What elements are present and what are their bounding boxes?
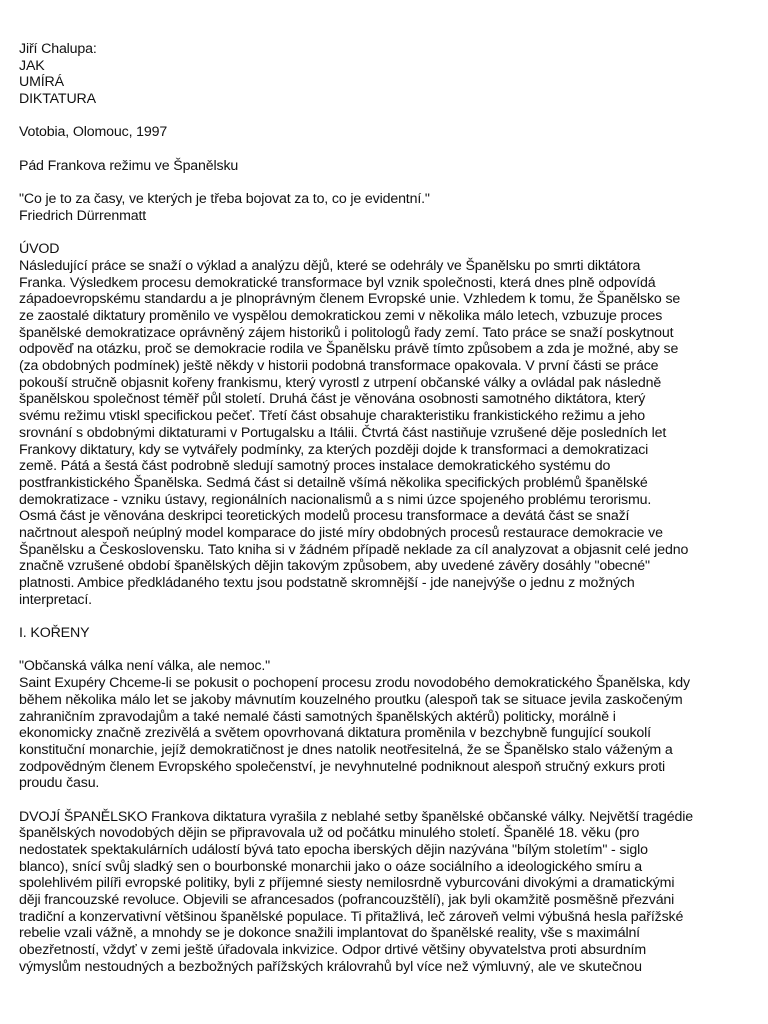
text-line: (za obdobných podmínek) ještě někdy v historii podobná transformace opakovala. V první části se práce (19, 358, 659, 375)
title-line-1: JAK (19, 57, 45, 74)
chapter-1-quote: "Občanská válka není válka, ale nemoc." (19, 658, 271, 675)
publisher-line: Votobia, Olomouc, 1997 (19, 124, 168, 141)
text-line: španělské demokratizace oprávněný zájem historiků i politologů řady zemí. Tato práce se snaží poskytnout (19, 324, 674, 341)
text-line: načrtnout alespoň neúplný model komparace do jisté míry obdobných procesů restaurace demokracie ve (19, 524, 663, 541)
text-line: odpověď na otázku, proč se demokracie rodila ve Španělsku právě tímto způsobem a zda je možné, aby se (19, 341, 679, 358)
spacer (19, 225, 754, 242)
intro-section (19, 241, 754, 608)
text-line: západoevropskému standardu a je plnoprávným členem Evropské unie. Vzhledem k tomu, že Španělsko se (19, 291, 681, 308)
subtitle-line: Pád Frankova režimu ve Španělsku (19, 157, 239, 174)
text-line: Frankovy diktatury, kdy se vytvářely podmínky, za kterých později dojde k transformaci a demokratizaci (19, 441, 649, 458)
text-line: spolehlivém pilíři evropské politiky, byli z příjemné siesty nemilosrdně vyburcováni divokými a dramatickými (19, 875, 675, 892)
document-body (19, 41, 754, 976)
text-line: interpretací. (19, 591, 92, 608)
chapter-1-section-paragraph (19, 809, 754, 976)
document-header (19, 41, 754, 108)
text-line: Následující práce se snaží o výklad a analýzu dějů, které se odehrály ve Španělsku po smrti diktátora (19, 257, 641, 274)
spacer (19, 792, 754, 809)
title-line-3: DIKTATURA (19, 91, 96, 108)
spacer (19, 108, 754, 125)
text-line: pokouší stručně objasnit kořeny frankismu, který vyrostl z utrpení občanské války a ovládal pak následně (19, 374, 662, 391)
author-line: Jiří Chalupa: (19, 41, 97, 57)
text-line: španělských novodobých dějin se připravovala už od počátku minulého století. Španělé 18. věku (pro (19, 825, 640, 842)
text-line: výmyslům nestoudných a bezbožných pařížských královrahů byl více než výmluvný, ale ve skutečnou (19, 958, 642, 975)
text-line: Osmá část je věnována deskripci teoretických modelů procesu transformace a devátá část se snaží (19, 508, 630, 525)
text-line: srovnání s obdobnými diktaturami v Portugalsku a Itálii. Čtvrtá část nastiňuje vzrušené děje posledních let (19, 424, 667, 441)
text-line: obezřetností, vždyť v zemi ještě úřadovala inkvizice. Odpor drtivé většiny obyvatelstva proti absurdním (19, 942, 647, 959)
text-line: zodpovědným členem Evropského společenství, je nevyhnutelné podniknout alespoň stručný exkurs proti (19, 758, 666, 775)
text-line: nedostatek spektakulárních událostí bývá tato epocha iberských dějin nazývána "bílým stoletím" - siglo (19, 842, 648, 858)
spacer (19, 175, 754, 192)
text-line: proudu času. (19, 775, 100, 792)
chapter-1-section (19, 625, 754, 975)
text-line: značně vzrušené období španělských dějin takovým způsobem, aby uvedené závěry dosáhly "obecné" (19, 558, 650, 575)
epigraph-quote: "Co je to za časy, ve kterých je třeba bojovat za to, co je evidentní." (19, 191, 430, 208)
text-line: ze zaostalé diktatury proměnilo ve vyspělou demokratickou zemi v několika málo letech, vzbuzuje proces (19, 308, 663, 324)
text-line: zahraničním zpravodajům a také nemalé části samotných španělských aktérů) politicky, morálně i (19, 708, 616, 725)
text-line: španělskou společnost téměř půl století. Druhá část je věnována osobnosti samotného diktátora, který (19, 391, 646, 408)
text-line: postfrankistického Španělska. Sedmá část si detailně všímá několika specifických problémů španělské (19, 474, 648, 491)
text-line: tradiční a konzervativní většinou španělské populace. Ti přitažlivá, leč zároveň velmi výbušná hesla pařížské (19, 908, 684, 925)
spacer (19, 642, 754, 659)
text-line: demokratizace - vzniku ústavy, regionálních nacionalismů a s nimi úzce spojeného problému terorismu. (19, 491, 652, 508)
text-line: blanco), snící svůj sladký sen o bourbonské monarchii jako o oáze sociálního a ideologického smíru a (19, 858, 643, 875)
text-line: Saint Exupéry Chceme-li se pokusit o pochopení procesu zrodu novodobého demokratického Španělska, kdy (19, 675, 690, 692)
text-line: DVOJÍ ŠPANĚLSKO Frankova diktatura vyrašila z neblahé setby španělské občanské války. Největší tragédie (19, 808, 694, 825)
title-line-2: UMÍRÁ (19, 74, 64, 91)
intro-paragraph (19, 258, 754, 608)
chapter-1-heading: I. KOŘENY (19, 625, 90, 642)
text-line: rebelie vzali vážně, a mnohdy se je dokonce snažili implantovat do španělské reality, vše s maximální (19, 925, 640, 942)
text-line: svému režimu vtiskl specifickou pečeť. Třetí část obsahuje charakteristiku frankistického režimu a jeho (19, 408, 645, 425)
text-line: země. Pátá a šestá část podrobně sledují samotný proces instalace demokratického systému do (19, 458, 611, 475)
text-line: během několika málo let se jakoby mávnutím kouzelného proutku (alespoň tak se situace jevila zaskočeným (19, 691, 683, 708)
text-line: Franka. Výsledkem procesu demokratické transformace byl vznik společnosti, která dnes plně odpovídá (19, 274, 656, 291)
text-line: ekonomicky značně zrezivělá a světem opovrhovaná diktatura proměnila v bezchybně fungující soukolí (19, 725, 651, 742)
intro-heading: ÚVOD (19, 241, 60, 258)
spacer (19, 608, 754, 625)
text-line: platnosti. Ambice předkládaného textu jsou podstatně skromnější - jde nanejvýše o jednu z možných (19, 575, 635, 591)
text-line: konstituční monarchie, jejíž demokratičnost je dnes natolik neotřesitelná, že se Španělsko stalo váženým a (19, 741, 673, 758)
text-line: Španělsku a Československu. Tato kniha si v žádném případě neklade za cíl analyzovat a objasnit celé jedno (19, 541, 689, 558)
spacer (19, 141, 754, 158)
chapter-1-paragraph (19, 675, 754, 792)
text-line: ději francouzské revoluce. Objevili se afrancesados (pofrancouzštělí), jak byli okamžitě posměšně přezváni (19, 892, 675, 909)
epigraph-author: Friedrich Dürrenmatt (19, 207, 147, 224)
